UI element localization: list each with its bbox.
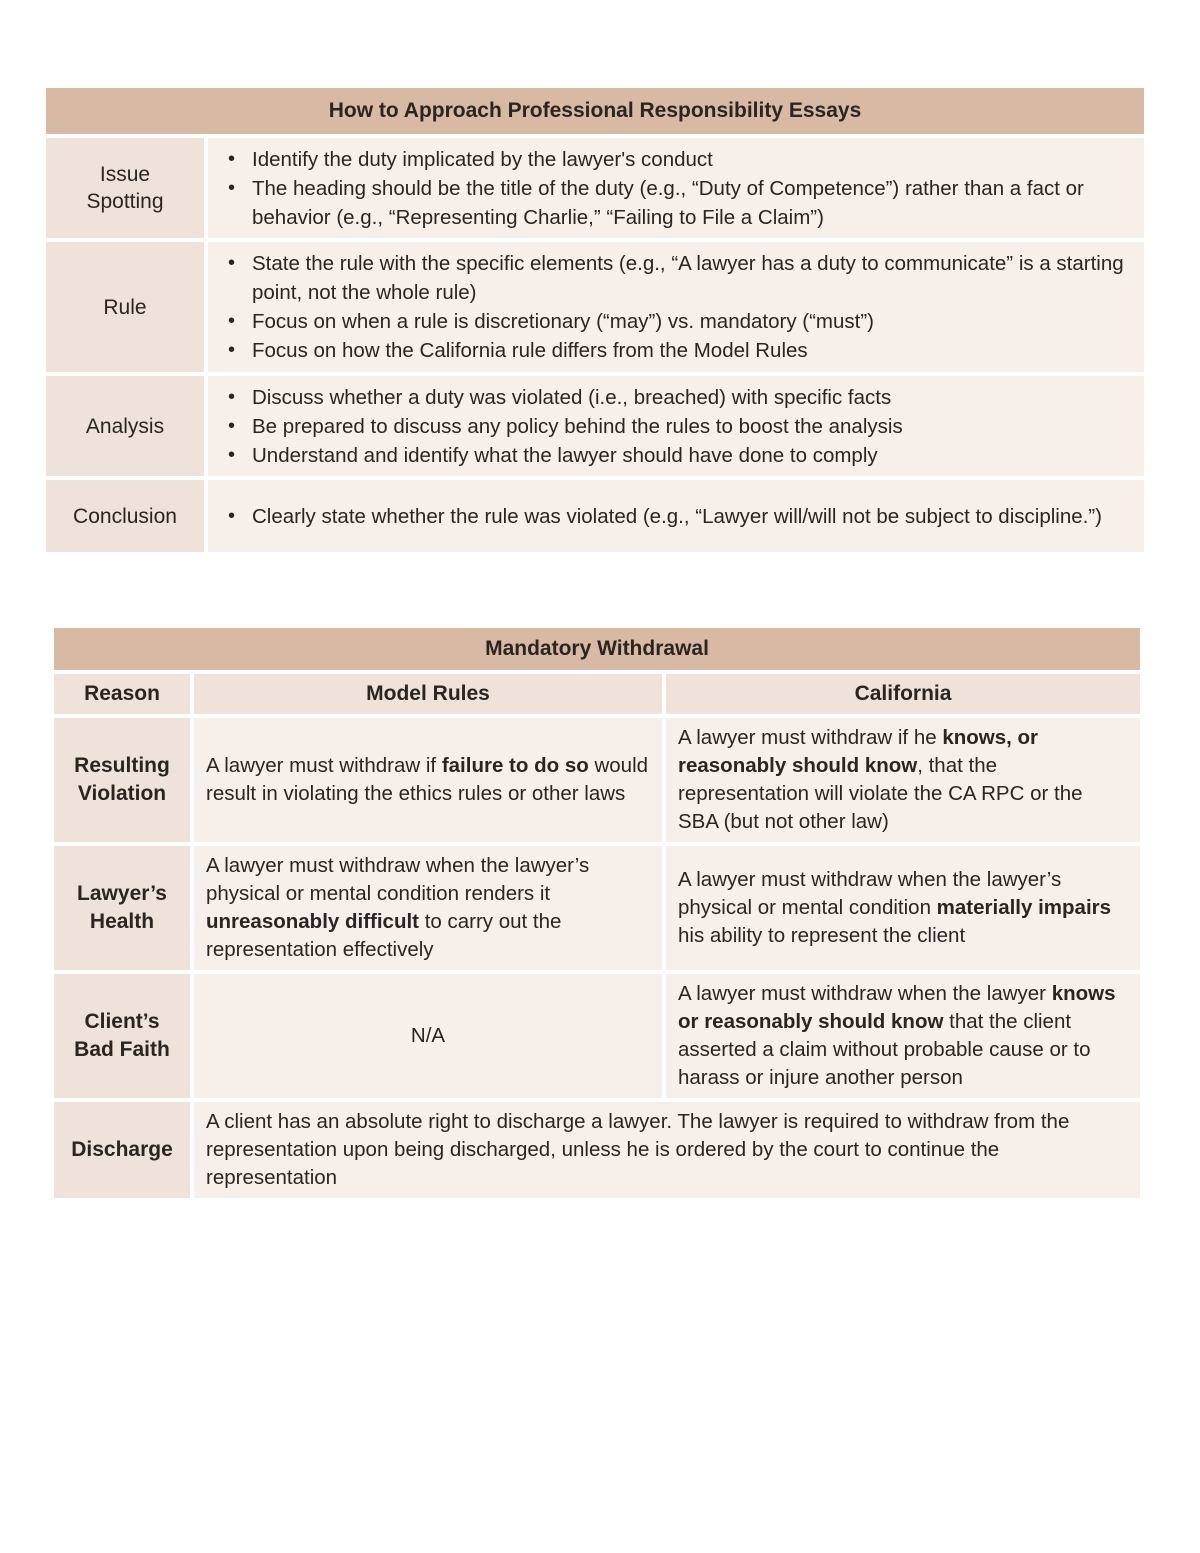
header-row (54, 674, 1140, 714)
table-row (54, 718, 1140, 842)
bullet-item: • Understand and identify what the lawyer should have done to comply (252, 441, 1124, 470)
row-label: Conclusion (46, 480, 204, 552)
bullet-item: • Be prepared to discuss any policy behind the rules to boost the analysis (252, 412, 1124, 441)
california-cell: A lawyer must withdraw if he knows, or reasonably should know, that the representation will violate the CA RPC or the SBA (but not other law) (666, 718, 1140, 842)
california-cell: A lawyer must withdraw when the lawyer’s physical or mental condition materially impairs his ability to represent the client (666, 846, 1140, 970)
model-rules-cell: A lawyer must withdraw if failure to do so would result in violating the ethics rules or other laws (194, 718, 662, 842)
mandatory-withdrawal-table (50, 624, 1144, 1202)
table-row (54, 846, 1140, 970)
table-row (54, 1102, 1140, 1198)
column-header-model-rules: Model Rules (194, 674, 662, 714)
table-row (54, 974, 1140, 1098)
row-content (208, 138, 1144, 238)
bullet-item: • Identify the duty implicated by the lawyer's conduct (252, 145, 1124, 174)
model-rules-cell: N/A (194, 974, 662, 1098)
row-label: Rule (46, 242, 204, 372)
bullet-item: • Clearly state whether the rule was violated (e.g., “Lawyer will/will not be subject to discipline.”) (252, 502, 1124, 531)
bullet-item: • Focus on how the California rule differs from the Model Rules (252, 336, 1124, 365)
table-title: Mandatory Withdrawal (54, 628, 1140, 670)
row-label: Issue Spotting (46, 138, 204, 238)
essay-approach-table (42, 84, 1148, 556)
model-rules-cell: A lawyer must withdraw when the lawyer’s physical or mental condition renders it unreasonably difficult to carry out the representation effectively (194, 846, 662, 970)
row-content (208, 242, 1144, 372)
row-content (208, 376, 1144, 476)
row-content (208, 480, 1144, 552)
bullet-item: • The heading should be the title of the duty (e.g., “Duty of Competence”) rather than a fact or behavior (e.g., “Representing Charlie,” “Failing to File a Claim”) (252, 174, 1124, 232)
merged-cell: A client has an absolute right to discharge a lawyer. The lawyer is required to withdraw from the representation upon being discharged, unless he is ordered by the court to continue the representation (194, 1102, 1140, 1198)
column-header-reason: Reason (54, 674, 190, 714)
row-label: Analysis (46, 376, 204, 476)
bullet-item: • Discuss whether a duty was violated (i.e., breached) with specific facts (252, 383, 1124, 412)
row-label: Discharge (54, 1102, 190, 1198)
column-header-california: California (666, 674, 1140, 714)
bullet-item: • State the rule with the specific elements (e.g., “A lawyer has a duty to communicate” is a starting point, not the whole rule) (252, 249, 1124, 307)
bullet-item: • Focus on when a rule is discretionary (“may”) vs. mandatory (“must”) (252, 307, 1124, 336)
table-row (46, 480, 1144, 552)
row-label: Client’s Bad Faith (54, 974, 190, 1098)
california-cell: A lawyer must withdraw when the lawyer knows or reasonably should know that the client asserted a claim without probable cause or to harass or injure another person (666, 974, 1140, 1098)
row-label: Lawyer’s Health (54, 846, 190, 970)
table-title: How to Approach Professional Responsibility Essays (46, 88, 1144, 134)
row-label: Resulting Violation (54, 718, 190, 842)
table-row (46, 138, 1144, 238)
table-row (46, 376, 1144, 476)
table-row (46, 242, 1144, 372)
